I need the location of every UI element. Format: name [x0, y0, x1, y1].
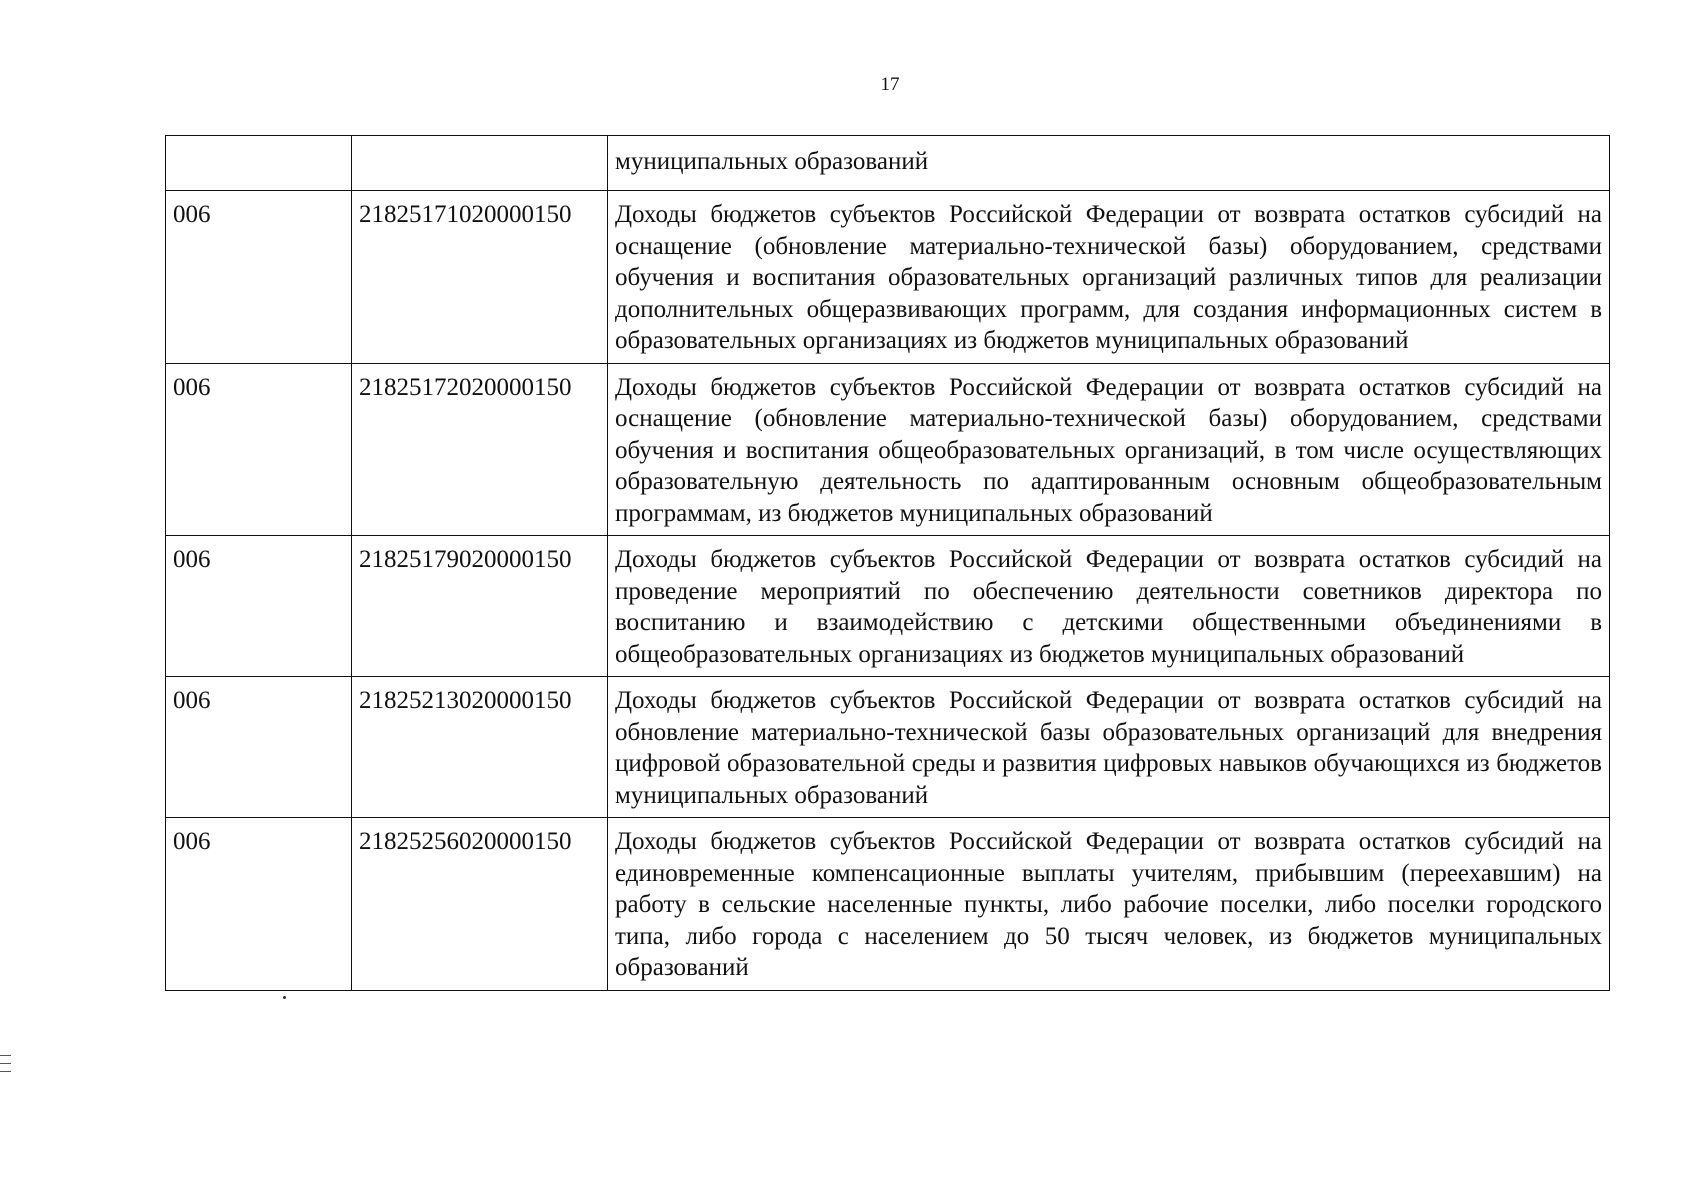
- table-row: [166, 677, 1610, 818]
- margin-tick: [0, 1063, 11, 1064]
- kbk-code-cell: 21825213020000150: [352, 677, 608, 818]
- margin-tick: [0, 1071, 11, 1072]
- admin-code-cell: 006: [166, 191, 352, 364]
- kbk-code-cell: 21825171020000150: [352, 191, 608, 364]
- admin-code-cell: 006: [166, 363, 352, 536]
- kbk-code-cell: [352, 136, 608, 191]
- scan-speck: [283, 996, 286, 999]
- description-cell: Доходы бюджетов субъектов Российской Федерации от возврата остатков субсидий на оснащение (обновление материально-технической базы) оборудованием, средствами обучения и воспитания общеобразовательных организаций, в том числе осуществляющих образовательную деятельность по адаптированным основным общеобразовательным программам, из бюджетов муниципальных образований: [608, 363, 1610, 536]
- description-cell: Доходы бюджетов субъектов Российской Федерации от возврата остатков субсидий на проведение мероприятий по обеспечению деятельности советников директора по воспитанию и взаимодействию с детскими общественными объединениями в общеобразовательных организациях из бюджетов муниципальных образований: [608, 536, 1610, 677]
- description-cell: муниципальных образований: [608, 136, 1610, 191]
- kbk-code-cell: 21825256020000150: [352, 818, 608, 991]
- table-row: [166, 818, 1610, 991]
- admin-code-cell: [166, 136, 352, 191]
- description-cell: Доходы бюджетов субъектов Российской Федерации от возврата остатков субсидий на оснащение (обновление материально-технической базы) оборудованием, средствами обучения и воспитания образовательных организаций различных типов для реализации дополнительных общеразвивающих программ, для создания информационных систем в образовательных организациях из бюджетов муниципальных образований: [608, 191, 1610, 364]
- admin-code-cell: 006: [166, 677, 352, 818]
- admin-code-cell: 006: [166, 818, 352, 991]
- kbk-code-cell: 21825179020000150: [352, 536, 608, 677]
- scan-margin-marks: [0, 1055, 12, 1079]
- margin-tick: [0, 1055, 11, 1056]
- description-cell: Доходы бюджетов субъектов Российской Федерации от возврата остатков субсидий на единовременные компенсационные выплаты учителям, прибывшим (переехавшим) на работу в сельские населенные пункты, либо рабочие поселки, либо поселки городского типа, либо города с населением до 50 тысяч человек, из бюджетов муниципальных образований: [608, 818, 1610, 991]
- description-cell: Доходы бюджетов субъектов Российской Федерации от возврата остатков субсидий на обновление материально-технической базы образовательных организаций для внедрения цифровой образовательной среды и развития цифровых навыков обучающихся из бюджетов муниципальных образований: [608, 677, 1610, 818]
- kbk-code-cell: 21825172020000150: [352, 363, 608, 536]
- table-row: [166, 536, 1610, 677]
- admin-code-cell: 006: [166, 536, 352, 677]
- revenue-codes-table: [165, 135, 1610, 991]
- table-row: [166, 191, 1610, 364]
- page-number: 17: [880, 74, 900, 95]
- table-row: [166, 136, 1610, 191]
- table-row: [166, 363, 1610, 536]
